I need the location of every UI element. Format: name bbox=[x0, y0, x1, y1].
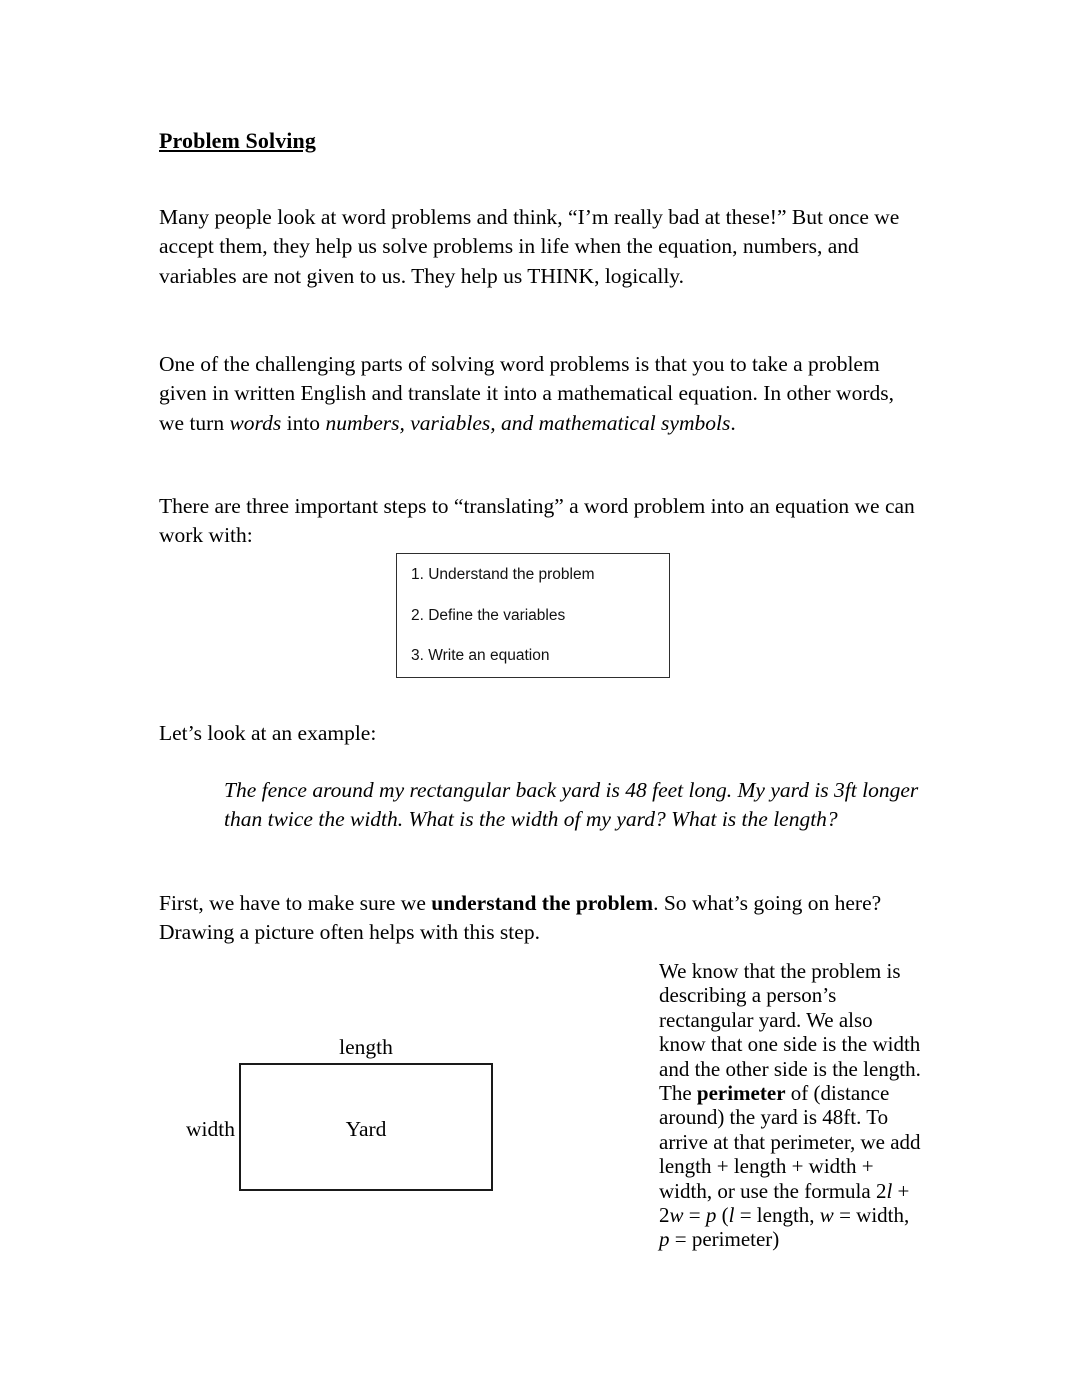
example-intro-text: Let’s look at an example: bbox=[159, 720, 377, 745]
diagram-label-width: width bbox=[186, 1117, 235, 1141]
side-note-part-6: = length, bbox=[734, 1203, 820, 1228]
steps-intro-text: There are three important steps to “translating” a word problem into an equation we can work with: bbox=[159, 493, 915, 548]
steps-box-item-2: 2. Define the variables bbox=[411, 607, 566, 624]
paragraph-example-intro bbox=[159, 719, 759, 749]
variable-p-formula: p bbox=[705, 1203, 717, 1228]
side-note-column bbox=[659, 959, 921, 1252]
emphasis-numbers-variables-symbols: numbers, variables, and mathematical symbols bbox=[325, 410, 731, 435]
paragraph-understand bbox=[159, 889, 931, 948]
emphasis-understand-the-problem: understand the problem bbox=[431, 890, 654, 915]
emphasis-perimeter: perimeter bbox=[696, 1081, 786, 1106]
translating-text-mid: into bbox=[281, 410, 326, 435]
side-note-part-1: We know that the problem is describing a person’s rectangular yard. We also know that one side is the width and the other side is the length. The bbox=[659, 959, 921, 1106]
word-problem-quote bbox=[224, 776, 924, 835]
yard-diagram bbox=[150, 1020, 570, 1220]
side-note-part-5: ( bbox=[716, 1203, 729, 1228]
steps-box-item-3: 3. Write an equation bbox=[411, 647, 550, 664]
side-note-part-4: = bbox=[683, 1203, 706, 1228]
side-note-part-8: = perimeter) bbox=[669, 1227, 780, 1252]
understand-text-lead: First, we have to make sure we bbox=[159, 890, 432, 915]
paragraph-intro bbox=[159, 203, 931, 292]
variable-w-legend: w bbox=[819, 1203, 834, 1228]
side-note-part-3: + 2 bbox=[659, 1178, 910, 1228]
variable-p-legend: p bbox=[659, 1227, 670, 1252]
emphasis-words: words bbox=[229, 410, 282, 435]
paragraph-steps-intro bbox=[159, 492, 921, 551]
understand-text-end: . So what’s going on here? Drawing a picture often helps with this step. bbox=[159, 890, 882, 945]
paragraph-translating bbox=[159, 350, 921, 439]
steps-box bbox=[396, 553, 670, 678]
variable-l-formula: l bbox=[886, 1178, 893, 1203]
side-note-part-2: of (distance around) the yard is 48ft. To arrive at that perimeter, we add length + length + width + width, or use the formula 2 bbox=[659, 1081, 921, 1203]
diagram-label-length: length bbox=[339, 1035, 393, 1059]
diagram-label-yard: Yard bbox=[345, 1117, 387, 1141]
page-title: Problem Solving bbox=[159, 128, 316, 153]
variable-w-formula: w bbox=[669, 1203, 684, 1228]
translating-text-end: . bbox=[730, 410, 736, 435]
steps-box-item-1: 1. Understand the problem bbox=[411, 566, 595, 583]
side-note-part-7: = width, bbox=[833, 1203, 910, 1228]
paragraph-intro-text: Many people look at word problems and think, “I’m really bad at these!” But once we accept them, they help us solve problems in life when the equation, numbers, and variables are not given to us. They help us THINK, logically. bbox=[159, 204, 900, 288]
translating-text-lead: One of the challenging parts of solving word problems is that you to take a problem given in written English and translate it into a mathematical equation. In other words, we turn bbox=[159, 351, 894, 435]
word-problem-text: The fence around my rectangular back yard is 48 feet long. My yard is 3ft longer than twice the width. What is the width of my yard? What is the length? bbox=[224, 777, 919, 832]
variable-l-legend: l bbox=[728, 1203, 735, 1228]
